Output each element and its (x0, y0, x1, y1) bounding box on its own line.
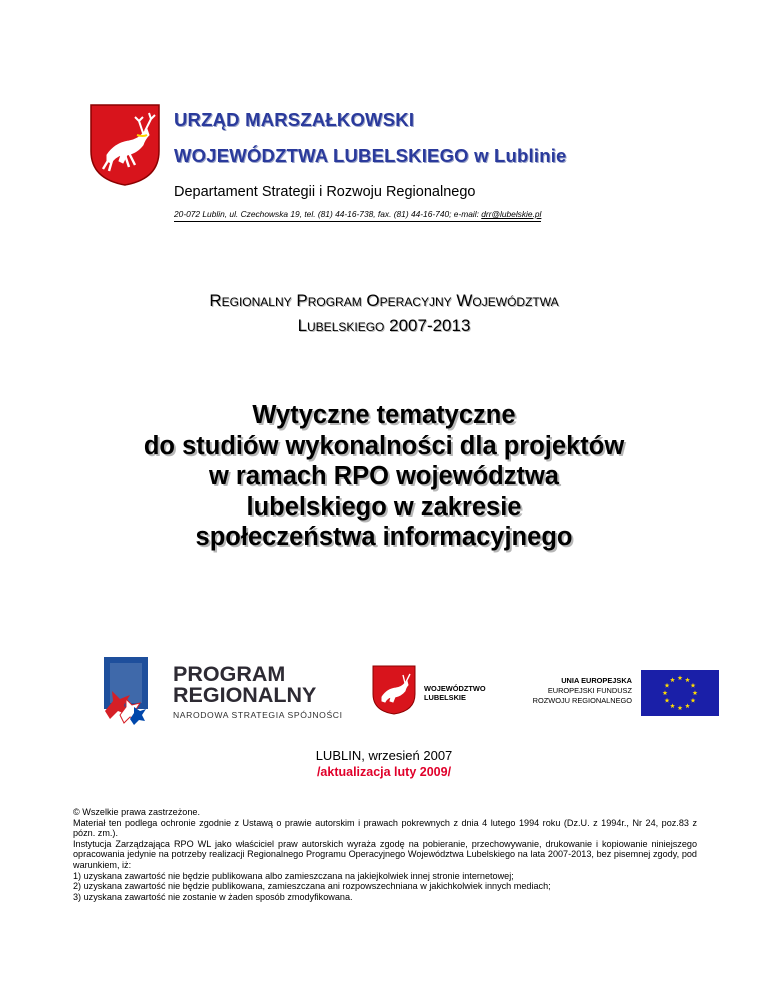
document-title (0, 400, 768, 553)
eu-flag-icon (641, 670, 719, 716)
program-name-line1: Regionalny Program Operacyjny Województwa (209, 291, 559, 310)
title-line: lubelskiego w zakresie (246, 492, 522, 521)
copyright-icon: © (73, 807, 80, 817)
program-regionalny-line2: REGIONALNY (173, 683, 317, 707)
program-regionalny-line1: PROGRAM (173, 662, 286, 686)
title-line: Wytyczne tematyczne (252, 401, 516, 429)
contact-address (174, 209, 541, 222)
rights-reserved-text: Wszelkie prawa zastrzeżone. (79, 807, 200, 817)
copyright-condition: 3) uzyskana zawartość nie zostanie w żaden sposób zmodyfikowana. (73, 891, 353, 902)
department-name: Departament Strategii i Rozwoju Regionalnego (174, 184, 476, 200)
title-line: do studiów wykonalności dla projektów (143, 431, 625, 460)
wojewodztwo-label-line1: WOJEWÓDZTWO (424, 684, 486, 693)
copyright-heading (73, 807, 697, 818)
copyright-condition: 1) uzyskana zawartość nie będzie publikowana albo zamieszczana na jakiejkolwiek innej stronie internetowej; (73, 870, 514, 881)
address-text: 20-072 Lublin, ul. Czechowska 19, tel. (81) 44-16-738, fax. (81) 44-16-740; e-mail: (174, 209, 482, 219)
program-region-word: Lubelskiego (297, 316, 385, 335)
title-line: społeczeństwa informacyjnego (195, 523, 573, 551)
eu-label-line3: ROZWOJU REGIONALNEGO (532, 696, 632, 705)
copyright-paragraph: Materiał ten podlega ochronie zgodnie z Ustawą o prawie autorskim i prawach pokrewnych z dnia 4 lutego 1994 roku (Dz.U. z 1994r., Nr 24, poz.83 z pózn. zm.). (73, 817, 697, 839)
copyright-paragraph: Instytucja Zarządzająca RPO WL jako właściciel praw autorskich wyraża zgodę na pobieranie, przechowywanie, drukowanie i kopiowanie niniejszego opracowania jedynie na potrzeby realizacji Regionalnego Programu Operacyjnego Województwa Lubelskiego na lata 2007-2013, bez pisemnej zgody, pod warunkiem, iż: (73, 838, 697, 870)
lubelskie-coat-of-arms-icon (89, 103, 161, 187)
copyright-notice (73, 807, 697, 902)
wojewodztwo-label-line2: LUBELSKIE (424, 693, 466, 702)
place-and-date: LUBLIN, wrzesień 2007 (315, 748, 453, 763)
eu-label-line1: UNIA EUROPEJSKA (561, 676, 632, 685)
program-regionalny-subtitle: NARODOWA STRATEGIA SPÓJNOŚCI (173, 710, 343, 720)
copyright-condition: 2) uzyskana zawartość nie będzie publikowana, zamieszczana ani rozpowszechniana w jakichkolwiek innych mediach; (73, 881, 551, 892)
wojewodztwo-crest-icon (371, 664, 417, 716)
eu-label-line2: EUROPEJSKI FUNDUSZ (547, 686, 632, 695)
email-link[interactable]: drr@lubelskie.pl (481, 209, 542, 219)
update-note: /aktualizacja luty 2009/ (316, 765, 452, 779)
program-name-line2 (0, 316, 768, 336)
office-name-line2: WOJEWÓDZTWA LUBELSKIEGO w Lublinie (174, 145, 567, 166)
program-years: 2007-2013 (389, 316, 471, 335)
office-name-line1: URZĄD MARSZAŁKOWSKI (174, 109, 415, 130)
title-line: w ramach RPO województwa (209, 462, 559, 490)
